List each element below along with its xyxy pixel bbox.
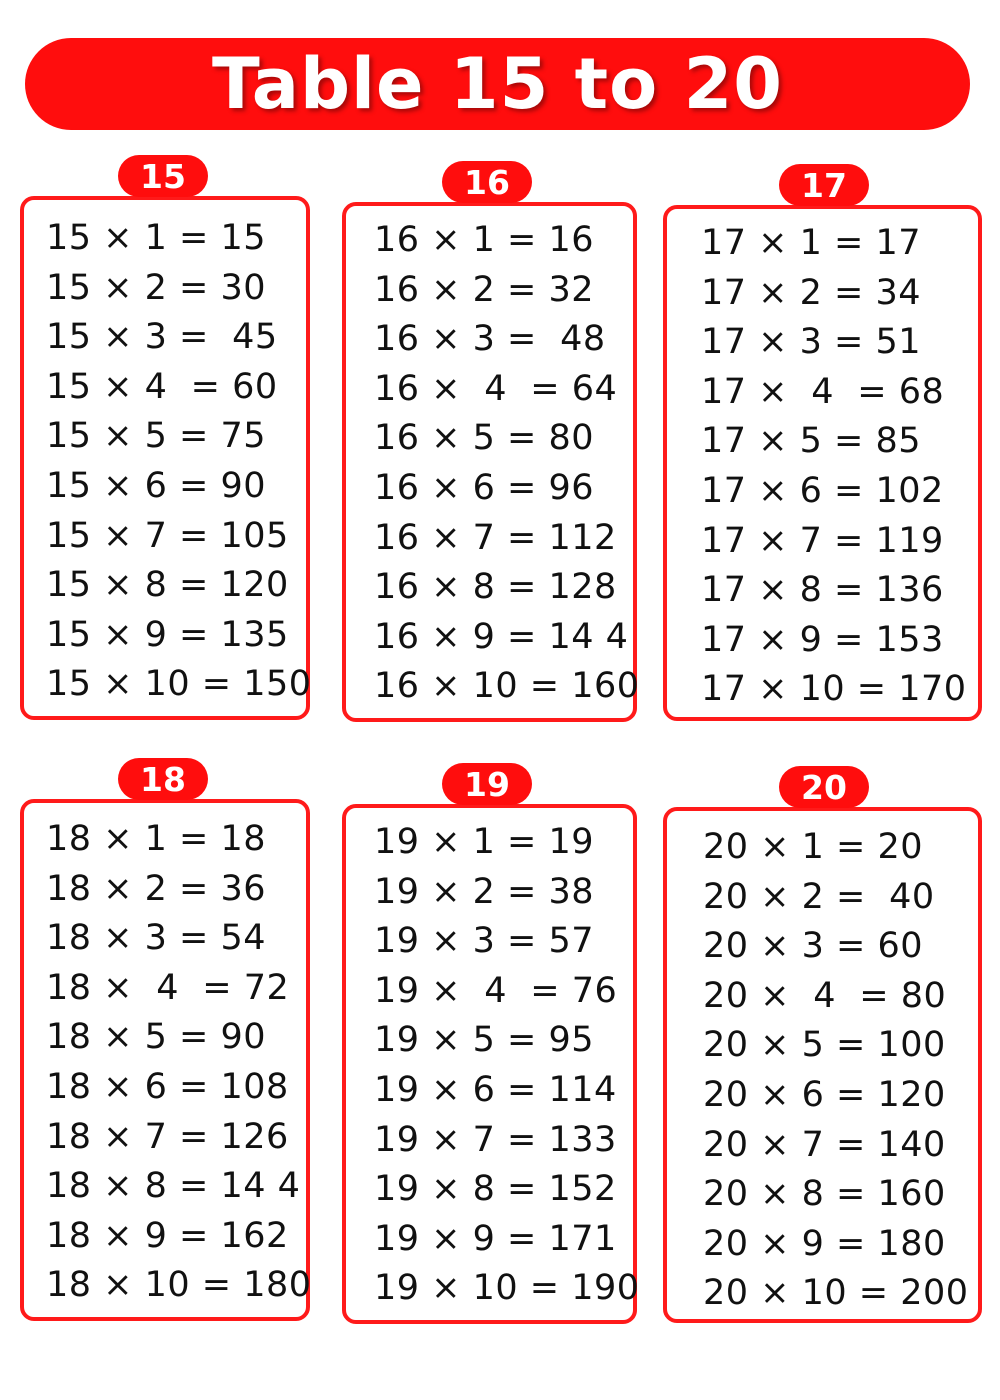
table-row: 16 × 1 = 16	[374, 220, 594, 260]
table-row: 18 × 10 = 180	[46, 1265, 312, 1306]
table-box-19	[342, 804, 640, 1324]
table-row: 15 × 9 = 135	[46, 614, 289, 655]
table-row: 19 × 7 = 133	[374, 1119, 617, 1160]
table-row: 15 × 2 = 30	[46, 267, 266, 308]
table-row: 19 × 8 = 152	[374, 1169, 617, 1210]
table-row: 15 × 7 = 105	[46, 515, 289, 556]
table-row: 20 × 8 = 160	[703, 1174, 946, 1215]
table-row: 16 × 5 = 80	[374, 418, 594, 459]
page-title: Table 15 to 20	[211, 43, 784, 125]
table-badge-19: 19	[442, 763, 532, 805]
table-badge-20: 20	[779, 766, 869, 808]
table-row: 17 × 1 = 17	[701, 223, 921, 263]
table-row: 19 × 10 = 190	[374, 1268, 640, 1309]
table-badge-15: 15	[118, 155, 208, 197]
table-badge-16: 16	[442, 161, 532, 203]
table-row: 16 × 3 = 48	[374, 319, 606, 360]
table-row: 19 × 1 = 19	[374, 822, 594, 862]
table-row: 18 × 1 = 18	[46, 819, 266, 859]
table-row: 16 × 4 = 64	[374, 368, 618, 409]
table-box-18	[20, 799, 310, 1321]
table-row: 20 × 1 = 20	[703, 827, 923, 867]
table-row: 15 × 8 = 120	[46, 565, 289, 606]
table-row: 20 × 9 = 180	[703, 1223, 946, 1264]
table-row: 20 × 3 = 60	[703, 926, 923, 967]
table-row: 18 × 8 = 14 4	[46, 1166, 301, 1207]
table-row: 19 × 6 = 114	[374, 1069, 617, 1110]
table-row: 17 × 2 = 34	[701, 272, 921, 313]
table-row: 15 × 1 = 15	[46, 218, 266, 258]
table-row: 20 × 2 = 40	[703, 876, 935, 917]
table-row: 19 × 9 = 171	[374, 1218, 617, 1259]
table-row: 19 × 2 = 38	[374, 871, 594, 912]
table-row: 16 × 9 = 14 4	[374, 616, 629, 657]
table-row: 19 × 4 = 76	[374, 970, 618, 1011]
table-row: 16 × 7 = 112	[374, 517, 617, 558]
table-row: 17 × 7 = 119	[701, 520, 944, 561]
table-box-20	[663, 807, 982, 1323]
title-banner	[25, 38, 970, 130]
table-row: 15 × 10 = 150	[46, 664, 312, 705]
table-row: 18 × 3 = 54	[46, 918, 266, 959]
table-box-15	[20, 196, 310, 720]
table-row: 17 × 6 = 102	[701, 470, 944, 511]
table-row: 17 × 9 = 153	[701, 619, 944, 660]
table-row: 17 × 8 = 136	[701, 570, 944, 611]
table-row: 18 × 5 = 90	[46, 1017, 266, 1058]
table-row: 18 × 2 = 36	[46, 868, 266, 909]
table-row: 20 × 10 = 200	[703, 1273, 969, 1314]
table-row: 16 × 10 = 160	[374, 666, 640, 707]
table-row: 17 × 10 = 170	[701, 669, 967, 710]
table-row: 16 × 6 = 96	[374, 467, 594, 508]
table-row: 19 × 3 = 57	[374, 921, 594, 962]
table-row: 18 × 7 = 126	[46, 1116, 289, 1157]
table-row: 15 × 6 = 90	[46, 465, 266, 506]
table-row: 16 × 8 = 128	[374, 567, 617, 608]
table-row: 20 × 7 = 140	[703, 1124, 946, 1165]
table-row: 16 × 2 = 32	[374, 269, 594, 310]
table-row: 17 × 3 = 51	[701, 322, 921, 363]
table-row: 20 × 5 = 100	[703, 1025, 946, 1066]
table-row: 15 × 5 = 75	[46, 416, 266, 457]
table-row: 18 × 4 = 72	[46, 967, 290, 1008]
table-badge-17: 17	[779, 164, 869, 206]
table-row: 20 × 6 = 120	[703, 1074, 946, 1115]
table-box-17	[663, 205, 982, 721]
table-badge-18: 18	[118, 758, 208, 800]
table-row: 20 × 4 = 80	[703, 975, 947, 1016]
table-row: 18 × 6 = 108	[46, 1066, 289, 1107]
table-row: 15 × 4 = 60	[46, 366, 278, 407]
table-box-16	[342, 202, 640, 722]
table-row: 15 × 3 = 45	[46, 317, 278, 358]
table-row: 18 × 9 = 162	[46, 1215, 289, 1256]
table-row: 17 × 5 = 85	[701, 421, 921, 462]
table-row: 17 × 4 = 68	[701, 371, 945, 412]
table-row: 19 × 5 = 95	[374, 1020, 594, 1061]
